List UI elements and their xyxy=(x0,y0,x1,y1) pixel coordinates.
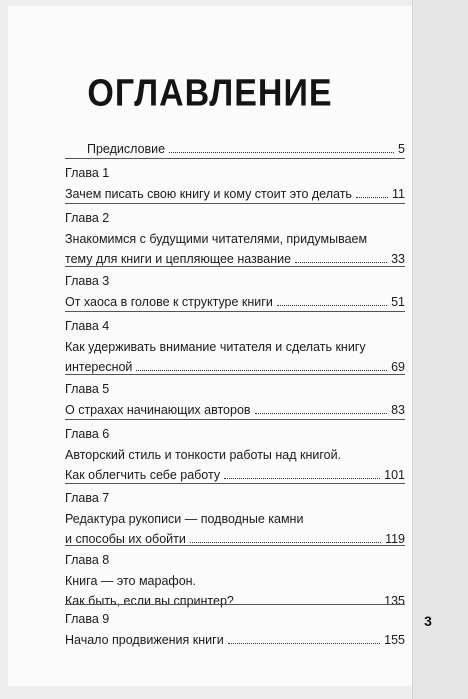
toc-entry-title-continued: тему для книги и цепляющее название xyxy=(65,252,292,266)
toc-entry-title: Предисловие xyxy=(87,142,166,156)
toc-entry-chapter-3[interactable] xyxy=(65,274,405,310)
separator-rule xyxy=(65,483,405,484)
toc-entry-chapter-2[interactable] xyxy=(65,211,405,267)
toc-page-number: 119 xyxy=(385,532,405,546)
toc-page-number: 33 xyxy=(391,252,405,266)
leader-dots xyxy=(190,542,381,543)
toc-entry-chapter-7[interactable] xyxy=(65,491,405,547)
toc-entry-title-continued: интересной xyxy=(65,360,133,374)
toc-entry-title-continued: Как облегчить себе работу xyxy=(65,468,221,482)
toc-page-number: 5 xyxy=(398,142,405,156)
toc-page-number: 135 xyxy=(384,594,405,608)
page-edge-strip xyxy=(412,0,468,699)
toc-entry-title: Редактура рукописи — подводные камни xyxy=(65,512,304,526)
chapter-label: Глава 2 xyxy=(65,211,110,225)
separator-rule xyxy=(65,604,405,605)
separator-rule xyxy=(65,266,405,267)
toc-page-number: 101 xyxy=(384,468,405,482)
page-number: 3 xyxy=(424,613,432,629)
toc-entry-title: Зачем писать свою книгу и кому стоит это делать xyxy=(65,187,352,201)
toc-entry-title: О страхах начинающих авторов xyxy=(65,403,251,417)
toc-entry-title: Как удерживать внимание читателя и сделать книгу xyxy=(65,340,366,354)
toc-entry-title: Начало продвижения книги xyxy=(65,633,224,647)
toc-entry-chapter-6[interactable] xyxy=(65,427,405,483)
separator-rule xyxy=(65,545,405,546)
separator-rule xyxy=(65,158,405,159)
toc-entry-title: Книга — это марафон. xyxy=(65,574,197,588)
chapter-label: Глава 8 xyxy=(65,553,110,567)
leader-dots xyxy=(255,413,388,414)
separator-rule xyxy=(65,311,405,312)
toc-page-number: 51 xyxy=(391,295,405,309)
toc-entry-title: Авторский стиль и тонкости работы над книгой. xyxy=(65,448,342,462)
toc-entry-chapter-8[interactable] xyxy=(65,553,405,609)
toc-entry-preface[interactable] xyxy=(87,142,405,157)
page-title: ОГЛАВЛЕНИЕ xyxy=(87,72,333,115)
chapter-label: Глава 6 xyxy=(65,427,110,441)
chapter-label: Глава 3 xyxy=(65,274,110,288)
toc-entry-chapter-5[interactable] xyxy=(65,382,405,418)
leader-dots xyxy=(356,197,388,198)
toc-entry-title-continued: Как быть, если вы спринтер? xyxy=(65,594,234,608)
toc-entry-title-continued: и способы их обойти xyxy=(65,532,186,546)
chapter-label: Глава 4 xyxy=(65,319,110,333)
toc-page-number: 155 xyxy=(384,633,405,647)
separator-rule xyxy=(65,419,405,420)
toc-entry-title: От хаоса в голове к структуре книги xyxy=(65,295,273,309)
leader-dots xyxy=(228,643,380,644)
chapter-label: Глава 7 xyxy=(65,491,110,505)
toc-page-number: 83 xyxy=(391,403,405,417)
toc-entry-title: Знакомимся с будущими читателями, придумываем xyxy=(65,232,368,246)
chapter-label: Глава 9 xyxy=(65,612,110,626)
leader-dots xyxy=(277,305,387,306)
chapter-label: Глава 1 xyxy=(65,166,110,180)
toc-entry-chapter-9[interactable] xyxy=(65,612,405,648)
toc-page-number: 69 xyxy=(391,360,405,374)
book-page xyxy=(8,6,412,686)
leader-dots xyxy=(224,478,380,479)
leader-dots xyxy=(169,152,394,153)
chapter-label: Глава 5 xyxy=(65,382,110,396)
toc-entry-chapter-4[interactable] xyxy=(65,319,405,375)
toc-page-number: 11 xyxy=(392,187,405,201)
separator-rule xyxy=(65,374,405,375)
leader-dots xyxy=(136,370,387,371)
toc-entry-chapter-1[interactable] xyxy=(65,166,405,202)
leader-dots xyxy=(295,262,387,263)
separator-rule xyxy=(65,203,405,204)
